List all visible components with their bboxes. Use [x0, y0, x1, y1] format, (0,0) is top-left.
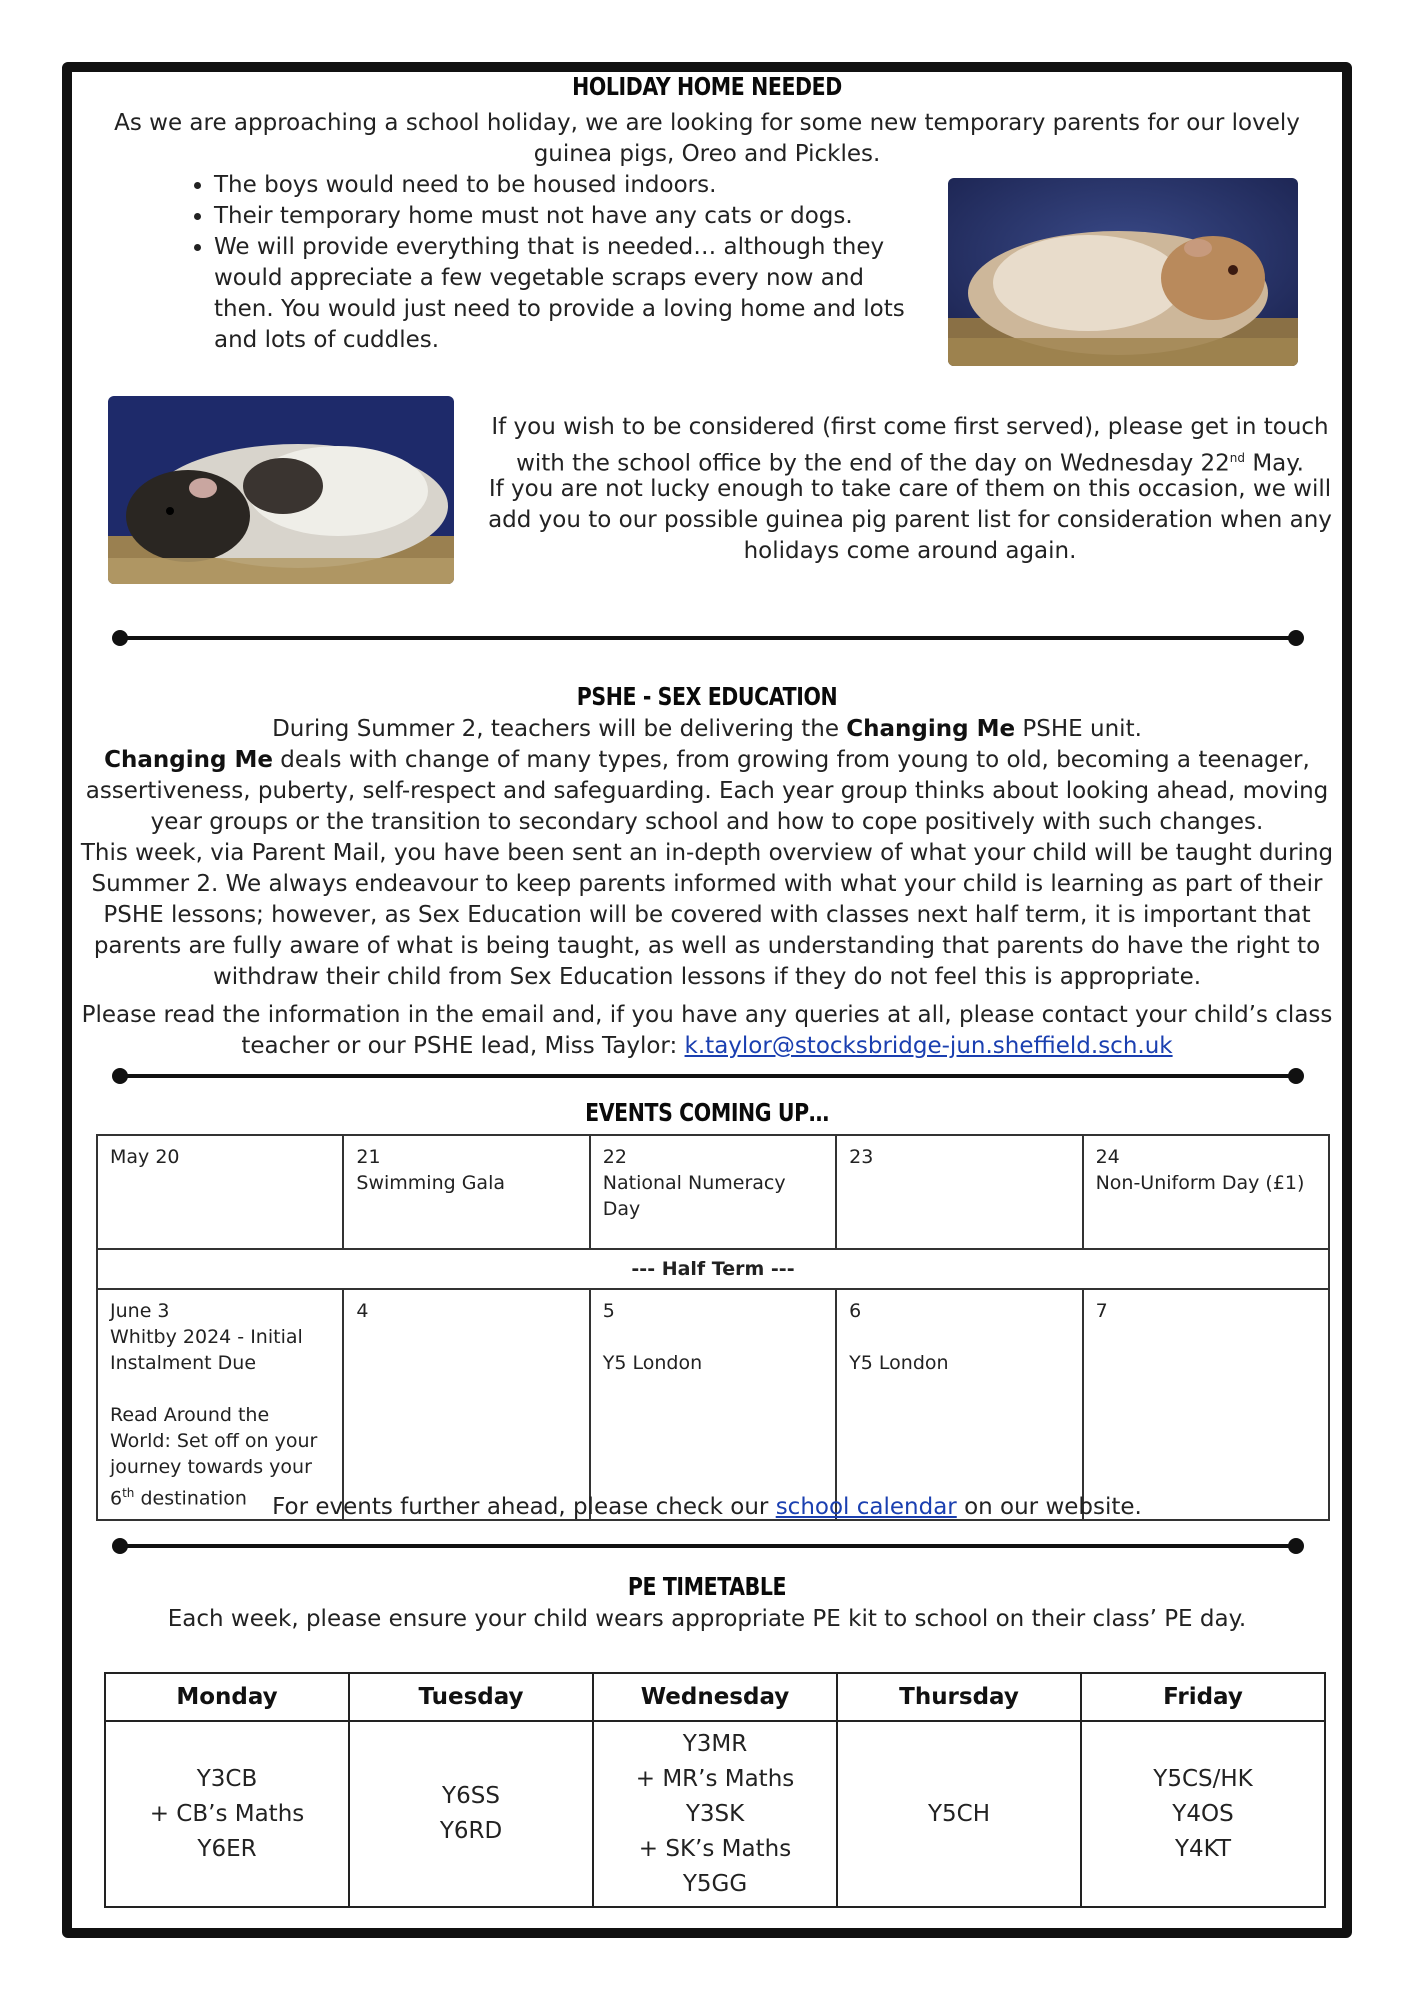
bullet-item: • We will provide everything that is needed… although they would appreciate a few vegetable scraps every now and then. You would just need to provide a loving home and lots and lots of cuddles. [214, 232, 914, 356]
pe-classes-row [105, 1721, 1325, 1907]
pe-intro: Each week, please ensure your child wears appropriate PE kit to school on their class’ PE day. [167, 1606, 1247, 1632]
day-cell [97, 1289, 343, 1520]
day-cell [97, 1135, 343, 1249]
day-label: May 20 [110, 1146, 180, 1168]
holiday-heading: HOLIDAY HOME NEEDED [572, 72, 842, 101]
pshe-text: deals with change of many types, from growing from young to old, becoming a teenager, assertiveness, puberty, self-respect and safeguarding. Each year group thinks about looking ahead, moving year groups or the transition to secondary school and how to cope positively with such changes. [85, 747, 1329, 835]
event-text: National Numeracy Day [602, 1172, 786, 1220]
pe-day-header: Wednesday [593, 1673, 837, 1721]
pe-day-header: Monday [105, 1673, 349, 1721]
pshe-text: Please read the information in the email and, if you have any queries at all, please contact your child’s class teacher or our PSHE lead, Miss Taylor: [81, 1002, 1333, 1059]
pe-timetable [104, 1672, 1326, 1908]
event-text: Swimming Gala [356, 1172, 505, 1194]
pshe-text: During Summer 2, teachers will be delivering the [272, 716, 847, 742]
pshe-heading: PSHE - SEX EDUCATION [576, 682, 838, 711]
pe-day-header: Tuesday [349, 1673, 593, 1721]
holiday-bullets [170, 170, 974, 356]
half-term-label: --- Half Term --- [97, 1249, 1329, 1289]
holiday-contact-2: If you are not lucky enough to take care of them on this occasion, we will add you to our possible guinea pig parent list for consideration when any holidays come around again. [488, 476, 1332, 564]
pshe-para-2 [80, 745, 1334, 838]
pe-class-cell: Y3MR + MR’s Maths Y3SK + SK’s Maths Y5GG [593, 1721, 837, 1907]
pe-day-header: Thursday [837, 1673, 1081, 1721]
day-label: 6 [849, 1300, 862, 1322]
event-text: Y5 London [849, 1352, 949, 1374]
date-suffix: nd [1229, 451, 1246, 465]
section-divider [118, 1544, 1298, 1548]
pshe-para-4 [80, 1000, 1334, 1062]
day-label: 5 [602, 1300, 615, 1322]
events-footer [80, 1492, 1334, 1523]
day-cell [590, 1135, 836, 1249]
bullet-item: • Their temporary home must not have any cats or dogs. [214, 201, 974, 232]
day-cell [343, 1289, 589, 1520]
pshe-text: PSHE unit. [1015, 716, 1142, 742]
section-divider [118, 636, 1298, 640]
half-term-row [97, 1249, 1329, 1289]
events-footer-text: on our website. [956, 1494, 1142, 1520]
event-text: Whitby 2024 - Initial Instalment Due Read Around the World: Set off on your journey towards your 6 [110, 1326, 318, 1510]
pe-header-row [105, 1673, 1325, 1721]
events-footer-text: For events further ahead, please check our [272, 1494, 776, 1520]
day-cell [1083, 1289, 1329, 1520]
pshe-para-3: This week, via Parent Mail, you have been sent an in-depth overview of what your child will be taught during Summer 2. We always endeavour to keep parents informed with what your child is learning as part of their PSHE lessons; however, as Sex Education will be covered with classes next half term, it is important that parents are fully aware of what is being taught, as well as understanding that parents do have the right to withdraw their child from Sex Education lessons if they do not feel this is appropriate. [80, 840, 1334, 990]
school-calendar-link[interactable]: school calendar [775, 1494, 957, 1520]
pe-heading: PE TIMETABLE [627, 1572, 787, 1601]
day-label: 24 [1095, 1146, 1120, 1168]
guinea-pig-photo-pickles [948, 178, 1298, 366]
day-label: 4 [356, 1300, 369, 1322]
day-cell [836, 1135, 1082, 1249]
pe-day-header: Friday [1081, 1673, 1325, 1721]
ordinal-suffix: th [122, 1486, 135, 1500]
contact-text-end: May. [1245, 450, 1304, 477]
guinea-pig-photo-oreo [108, 396, 454, 584]
day-cell [590, 1289, 836, 1520]
contact-text: If you wish to be considered (first come first served), please get in touch with the school office by the end of the day on Wednesday 22 [491, 414, 1329, 477]
day-label: 21 [356, 1146, 381, 1168]
pe-class-cell: Y3CB + CB’s Maths Y6ER [105, 1721, 349, 1907]
day-cell [836, 1289, 1082, 1520]
day-label: 23 [849, 1146, 874, 1168]
pshe-para-1 [80, 714, 1334, 745]
pe-class-cell: Y5CS/HK Y4OS Y4KT [1081, 1721, 1325, 1907]
event-text-end: destination [134, 1487, 247, 1510]
day-cell [343, 1135, 589, 1249]
day-label: 7 [1095, 1300, 1108, 1322]
pe-class-cell: Y5CH [837, 1721, 1081, 1907]
holiday-intro: As we are approaching a school holiday, we are looking for some new temporary parents for our lovely guinea pigs, Oreo and Pickles. [114, 110, 1300, 167]
event-text: Y5 London [602, 1352, 703, 1374]
holiday-contact-1 [486, 412, 1334, 480]
unit-name: Changing Me [104, 747, 273, 773]
day-label: 22 [602, 1146, 627, 1168]
week-row [97, 1135, 1329, 1249]
email-link[interactable]: k.taylor@stocksbridge-jun.sheffield.sch.uk [684, 1033, 1173, 1059]
section-divider [118, 1074, 1298, 1078]
unit-name: Changing Me [846, 716, 1016, 742]
events-heading: EVENTS COMING UP… [585, 1098, 829, 1127]
week-row [97, 1289, 1329, 1520]
event-text: Non-Uniform Day (£1) [1095, 1172, 1305, 1194]
events-table [96, 1134, 1330, 1521]
bullet-item: • The boys would need to be housed indoors. [214, 170, 974, 201]
pe-class-cell: Y6SS Y6RD [349, 1721, 593, 1907]
day-label: June 3 [110, 1300, 170, 1322]
day-cell [1083, 1135, 1329, 1249]
